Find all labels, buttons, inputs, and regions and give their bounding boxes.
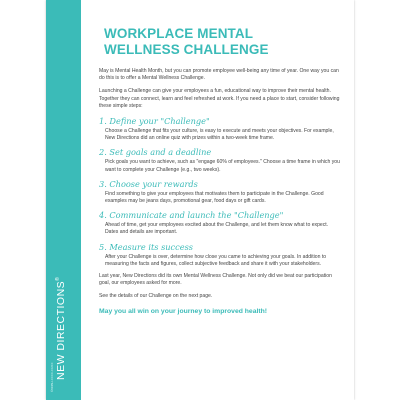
intro-paragraph-1: May is Mental Health Month, but you can promote employee well-being any time of year. One way you can do this is to offer a Mental Wellness Challenge. (99, 68, 339, 82)
document-code: ©NDBH-XXXX-XX/XX (50, 362, 54, 392)
step-body: Choose a Challenge that fits your culture, is easy to execute and meets your objectives. For example, New Directions did an online quiz with prizes within a two-week time frame. (105, 128, 334, 142)
title-line-1: WORKPLACE MENTAL (104, 26, 254, 41)
outro-paragraph-1: Last year, New Directions did its own Mental Wellness Challenge. Not only did we beat our participation goal, our employees asked for more. (99, 273, 332, 287)
step-4 (99, 210, 341, 236)
step-body: Ahead of time, get your employees excited about the Challenge, and let them know what to expect. Dates and details are important. (105, 222, 329, 236)
step-body: After your Challenge is over, determine how close you came to achieving your goals. In addition to measuring the facts and figures, collect subjective feedback and share it with your stakeholders. (105, 253, 327, 267)
document-content (99, 26, 341, 316)
step-body: Find something to give your employees that motivates them to participate in the Challenge. Good examples may be jeans days, promotional gear, food days or gift cards. (105, 190, 324, 205)
intro-paragraph-2: Launching a Challenge can give your employees a fun, educational way to improve their mental health. Together they can connect, learn and feel refreshed at work. If you need a place to start, consider following these simple steps: (99, 88, 340, 109)
step-heading: 4. Communicate and launch the "Challenge" (99, 210, 284, 221)
document-page (46, 0, 354, 400)
step-1 (99, 116, 341, 142)
step-heading: 5. Measure its success (99, 241, 193, 252)
step-2 (99, 147, 341, 173)
document-title (104, 26, 341, 58)
brand-sidebar (46, 0, 81, 400)
step-heading: 3. Choose your rewards (99, 178, 198, 189)
closing-line: May you all win on your journey to improved health! (99, 307, 268, 315)
step-body: Pick goals you want to achieve, such as "engage 60% of employees." Choose a time frame in which you want to complete your Challenge (e.g., two weeks). (105, 159, 340, 173)
title-line-2: WELLNESS CHALLENGE (104, 42, 269, 57)
step-heading: 2. Set goals and a deadline (99, 147, 212, 158)
brand-name: NEW DIRECTIONS (55, 280, 67, 380)
step-3 (99, 179, 341, 205)
step-heading: 1. Define your "Challenge" (99, 116, 210, 127)
step-5 (99, 242, 341, 268)
brand-trademark: ® (55, 276, 61, 281)
brand-logo (55, 277, 67, 380)
outro-paragraph-2: See the details of our Challenge on the next page. (99, 293, 213, 300)
